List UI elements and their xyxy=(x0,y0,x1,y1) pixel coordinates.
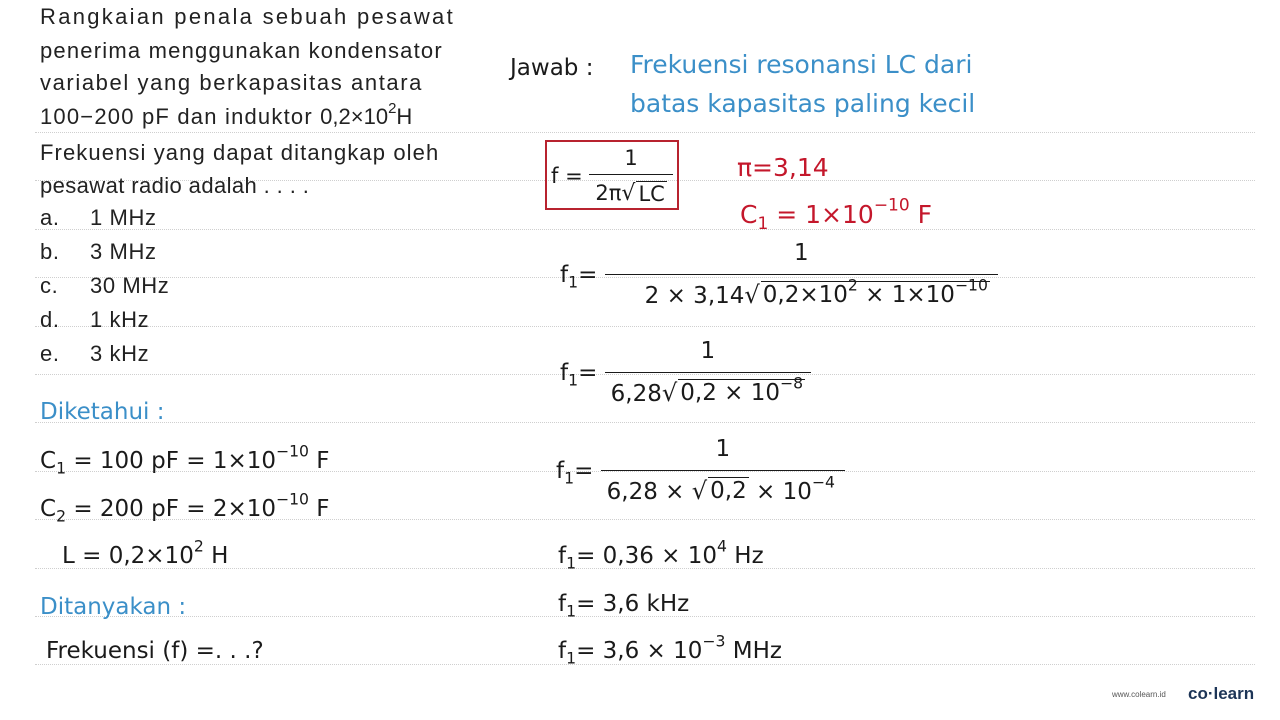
known-c1: $C_1 = 100$ pF = $1\times 10^{-10}$ F xyxy=(40,441,330,478)
asked-heading: Ditanyakan : xyxy=(40,594,187,620)
result-hz: $f_1= 0,36 \times 10^4$ Hz xyxy=(558,536,764,573)
answer-c1: $C_1 = 1\times 10^{-10}$ F xyxy=(740,195,933,234)
known-c2: $C_2 = 200$ pF = $2\times 10^{-10}$ F xyxy=(40,489,330,526)
pi-value: π=3,14 xyxy=(737,153,829,182)
option-d: d. 1 kHz xyxy=(40,307,150,332)
brand-logo: co·learn xyxy=(1188,684,1255,703)
known-inductance: $L = 0,2\times 10^2$ H xyxy=(62,536,229,569)
question-line: variabel yang berkapasitas antara xyxy=(40,70,424,95)
asked-text: Frekuensi (f) =. . .? xyxy=(46,638,264,664)
question-line: penerima menggunakan kondensator xyxy=(40,38,443,63)
option-b: b. 3 MHz xyxy=(40,239,157,264)
answer-note-line1: Frekuensi resonansi LC dari xyxy=(630,50,973,79)
question-line: pesawat radio adalah . . . . xyxy=(40,173,310,198)
option-a: a. 1 MHz xyxy=(40,205,157,230)
step-2: $f_1=$ 1 6,28 √ $0,2 \times 10^{-8}$ xyxy=(560,338,811,407)
question-line-text: 100−200 pF dan induktor xyxy=(40,104,313,129)
step-1: $f_1=$ 1 2 × 3,14 √ $0,2\times 10^2 \times 1\times 10^{-10}$ xyxy=(560,240,998,309)
option-c: c. 30 MHz xyxy=(40,273,170,298)
result-mhz: $f_1= 3,6 \times 10^{-3}$ MHz xyxy=(558,631,782,668)
footer-url: www.colearn.id xyxy=(1112,690,1166,699)
question-line: Rangkaian penala sebuah pesawat xyxy=(40,4,456,29)
step-3: $f_1=$ 1 6,28 × √ 0,2 × $10^{-4}$ xyxy=(556,436,845,505)
resonance-formula: f = 1 2π √ LC xyxy=(545,140,679,210)
option-e: e. 3 kHz xyxy=(40,341,150,366)
result-khz: $f_1= 3,6$ kHz xyxy=(558,591,690,621)
known-heading: Diketahui : xyxy=(40,399,165,425)
answer-label: Jawab : xyxy=(510,55,594,81)
question-line: Frekuensi yang dapat ditangkap oleh xyxy=(40,140,440,165)
inductor-value: $0,2\times 10^2H$ xyxy=(320,99,413,129)
answer-note-line2: batas kapasitas paling kecil xyxy=(630,89,976,118)
question-line xyxy=(40,99,413,130)
